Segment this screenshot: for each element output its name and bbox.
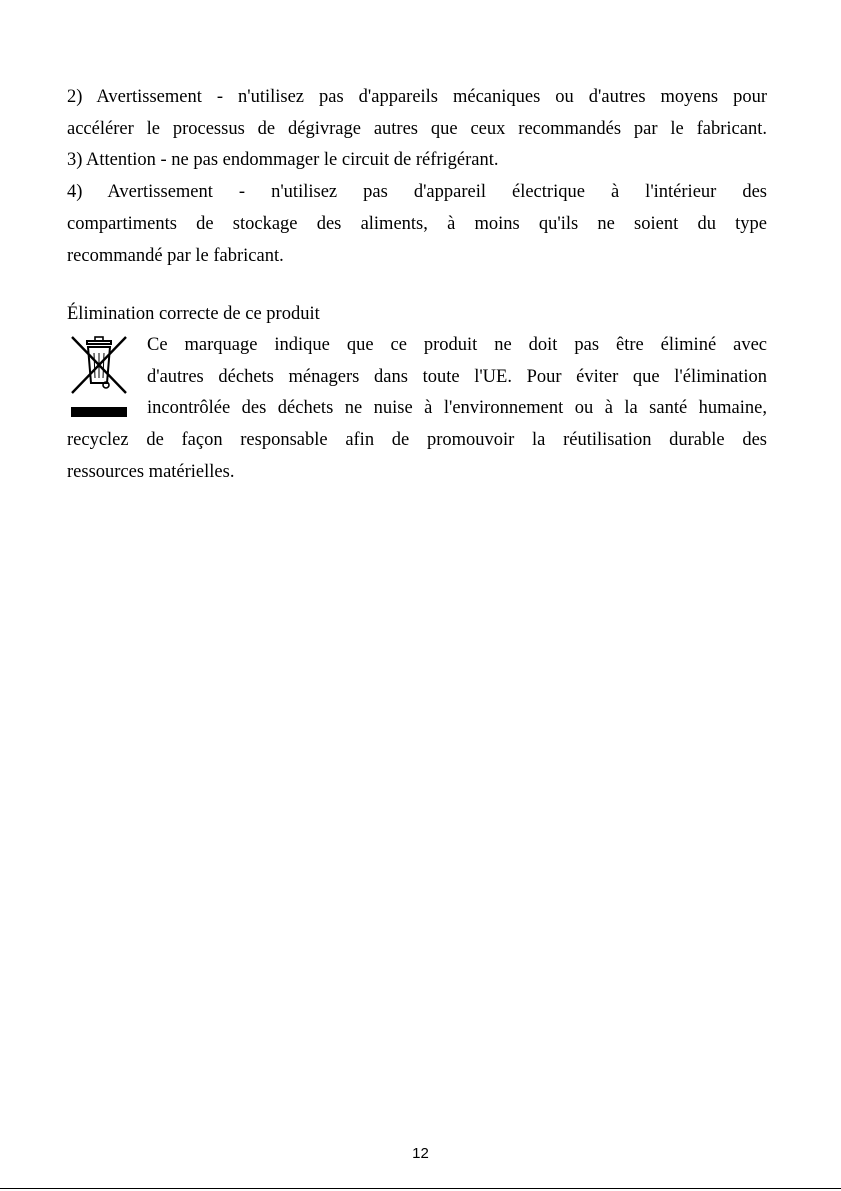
disposal-line-3: incontrôlée des déchets ne nuise à l'environnement ou à la santé humaine, <box>147 398 767 418</box>
warning-4-line-3: recommandé par le fabricant. <box>67 246 284 266</box>
page-bottom-rule <box>0 1188 841 1189</box>
warning-2-line-2: accélérer le processus de dégivrage autres que ceux recommandés par le fabricant. <box>67 119 767 139</box>
attention-3-line-1: 3) Attention - ne pas endommager le circuit de réfrigérant. <box>67 150 499 170</box>
disposal-heading: Élimination correcte de ce produit <box>67 304 320 324</box>
disposal-line-2: d'autres déchets ménagers dans toute l'UE. Pour éviter que l'élimination <box>147 367 767 387</box>
page-number: 12 <box>412 1145 429 1162</box>
disposal-line-1: Ce marquage indique que ce produit ne doit pas être éliminé avec <box>147 335 767 355</box>
warning-4-line-2: compartiments de stockage des aliments, à moins qu'ils ne soient du type <box>67 214 767 234</box>
warning-4-line-1: 4) Avertissement - n'utilisez pas d'appareil électrique à l'intérieur des <box>67 182 767 202</box>
weee-crossed-bin-icon <box>68 333 130 419</box>
disposal-line-5: ressources matérielles. <box>67 462 235 482</box>
warning-2-line-1: 2) Avertissement - n'utilisez pas d'appareils mécaniques ou d'autres moyens pour <box>67 87 767 107</box>
disposal-line-4: recyclez de façon responsable afin de promouvoir la réutilisation durable des <box>67 430 767 450</box>
